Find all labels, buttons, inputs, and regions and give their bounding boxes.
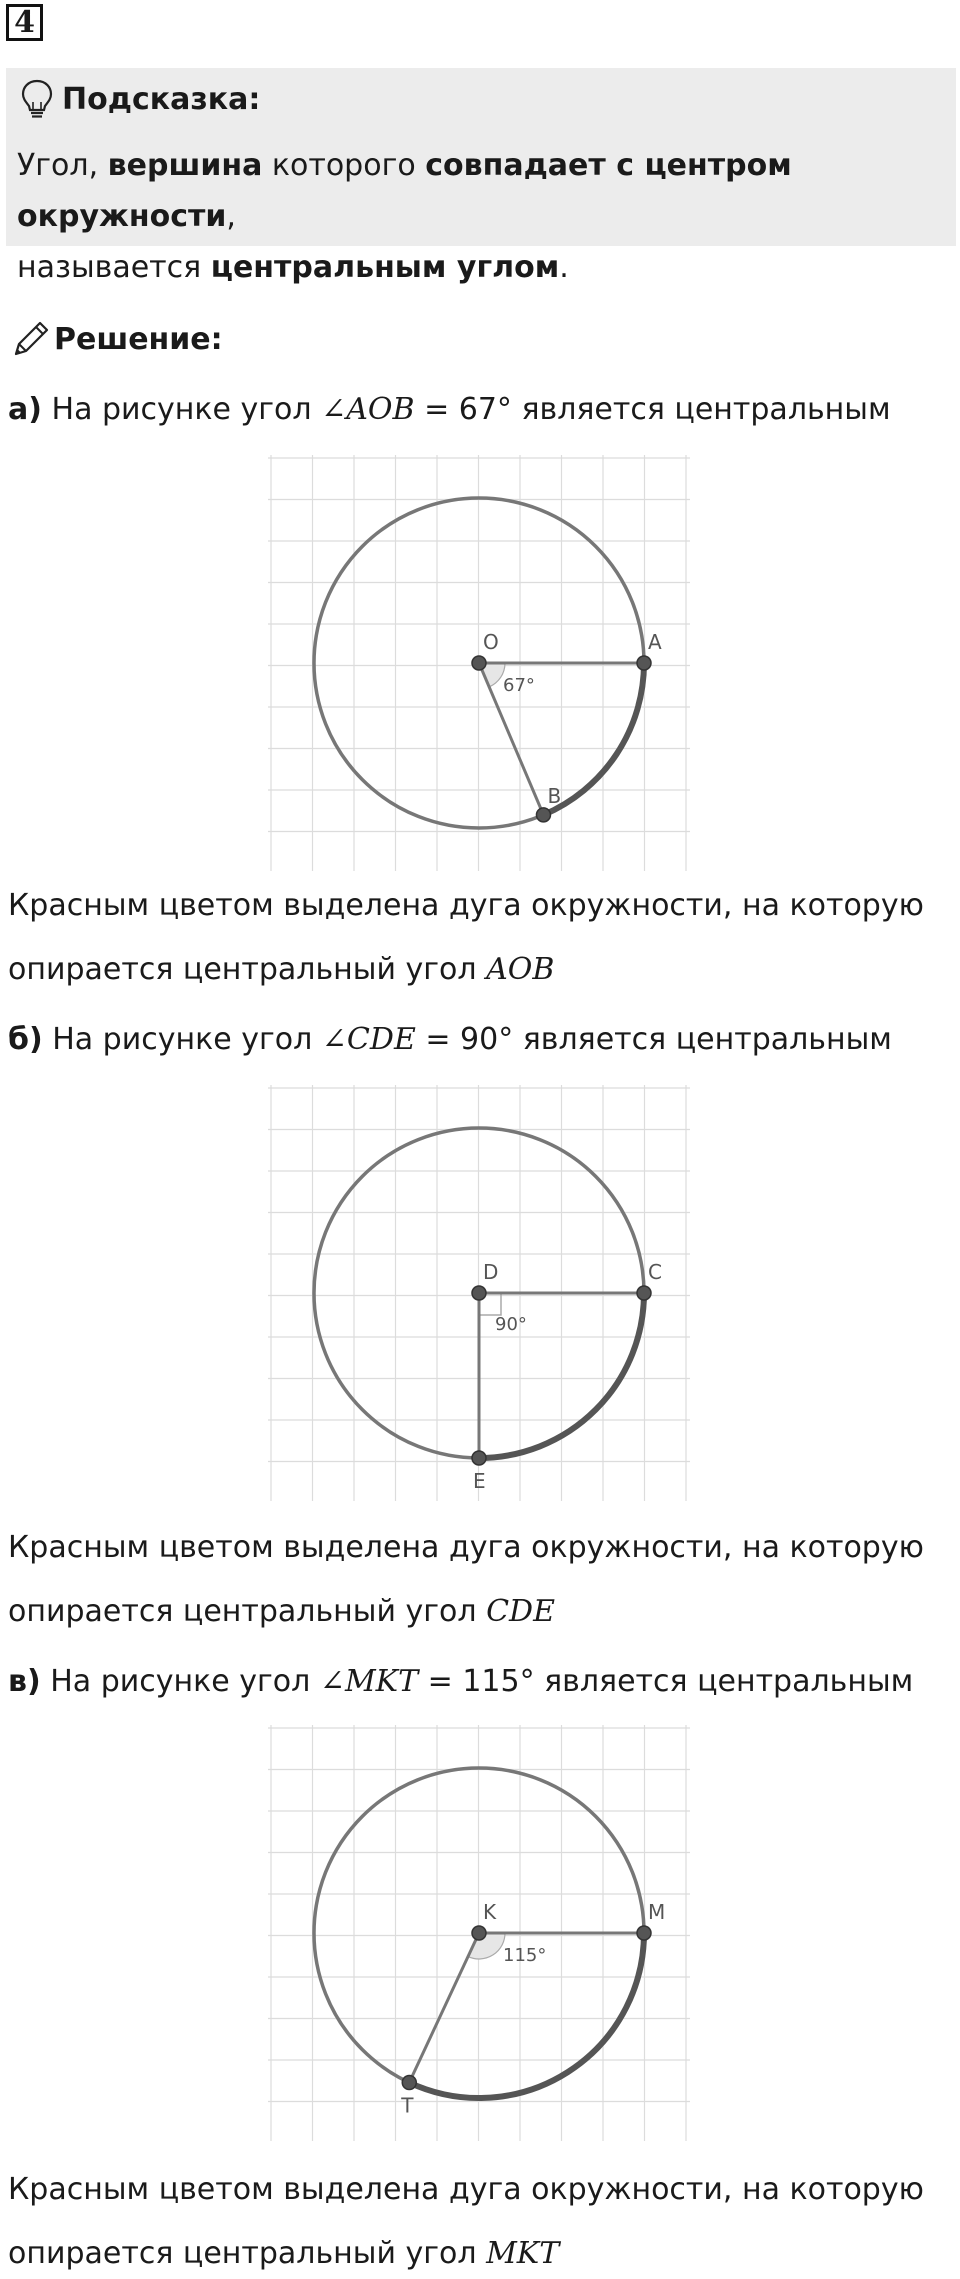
hint-text <box>17 140 947 293</box>
part-a-statement <box>8 390 891 430</box>
note-text: опирается центральный угол <box>8 2236 487 2271</box>
point <box>637 1286 651 1300</box>
angle-value-label: 67° <box>503 675 535 696</box>
solution-title: Решение: <box>54 322 223 357</box>
figure-a <box>268 455 690 871</box>
note-text: опирается центральный угол <box>8 952 487 987</box>
point <box>472 656 486 670</box>
part-c-note-line1: Красным цветом выделена дуга окружности, на которую <box>8 2172 924 2207</box>
point <box>637 1926 651 1940</box>
task-number: 4 <box>6 4 43 41</box>
point-label: T <box>401 2093 414 2118</box>
lightbulb-icon <box>20 78 54 120</box>
figure-c <box>268 1725 690 2141</box>
hint-text-part: называется <box>17 250 211 285</box>
hint-title: Подсказка: <box>62 82 261 117</box>
part-c-statement <box>8 1662 913 1702</box>
part-a-note-line1: Красным цветом выделена дуга окружности, на которую <box>8 888 924 923</box>
point <box>402 2076 416 2090</box>
hint-text-part: Угол, <box>17 148 108 183</box>
hint-bold-part: центральным углом <box>210 250 560 285</box>
hint-text-part: , <box>226 199 236 234</box>
point-label: C <box>648 1260 662 1284</box>
figure-b <box>268 1085 690 1501</box>
point <box>472 1286 486 1300</box>
angle-value-label: 90° <box>495 1314 527 1335</box>
part-b-note-line1: Красным цветом выделена дуга окружности, на которую <box>8 1530 924 1565</box>
part-b-note-line2 <box>8 1592 555 1632</box>
point-label: B <box>547 783 562 808</box>
part-text: На рисунке угол <box>42 1022 322 1057</box>
part-text: = 67° является центральным <box>414 392 891 427</box>
angle-value-label: 115° <box>503 1945 547 1966</box>
angle-expression: ∠MKT <box>319 1664 419 1699</box>
center-label: K <box>483 1900 497 1924</box>
part-a-note-line2 <box>8 950 554 990</box>
point <box>536 808 550 822</box>
angle-expression: ∠AOB <box>321 392 415 427</box>
part-text: = 115° является центральным <box>418 1664 914 1699</box>
hint-bold-part: совпадает с центром окружности <box>17 148 792 234</box>
hint-text-part: которого <box>262 148 426 183</box>
point <box>472 1451 486 1465</box>
point-label: E <box>473 1469 486 1493</box>
note-angle: AOB <box>486 952 555 987</box>
point-label: A <box>648 630 662 654</box>
part-text: = 90° является центральным <box>415 1022 892 1057</box>
point-label: M <box>648 1900 666 1924</box>
note-text: опирается центральный угол <box>8 1594 487 1629</box>
note-angle: MKT <box>486 2236 560 2271</box>
part-text: На рисунке угол <box>40 1664 320 1699</box>
part-b-statement <box>8 1020 892 1060</box>
part-letter: б) <box>8 1022 43 1057</box>
part-letter: а) <box>8 392 42 427</box>
hint-text-part: . <box>559 250 569 285</box>
note-angle: CDE <box>486 1594 555 1629</box>
part-c-note-line2 <box>8 2234 559 2274</box>
angle-expression: ∠CDE <box>321 1022 416 1057</box>
center-label: D <box>483 1260 499 1284</box>
part-letter: в) <box>8 1664 41 1699</box>
center-label: O <box>483 630 499 654</box>
hint-bold-part: вершина <box>107 148 263 183</box>
point <box>472 1926 486 1940</box>
pencil-icon <box>10 318 52 360</box>
part-text: На рисунке угол <box>41 392 322 427</box>
point <box>637 656 651 670</box>
